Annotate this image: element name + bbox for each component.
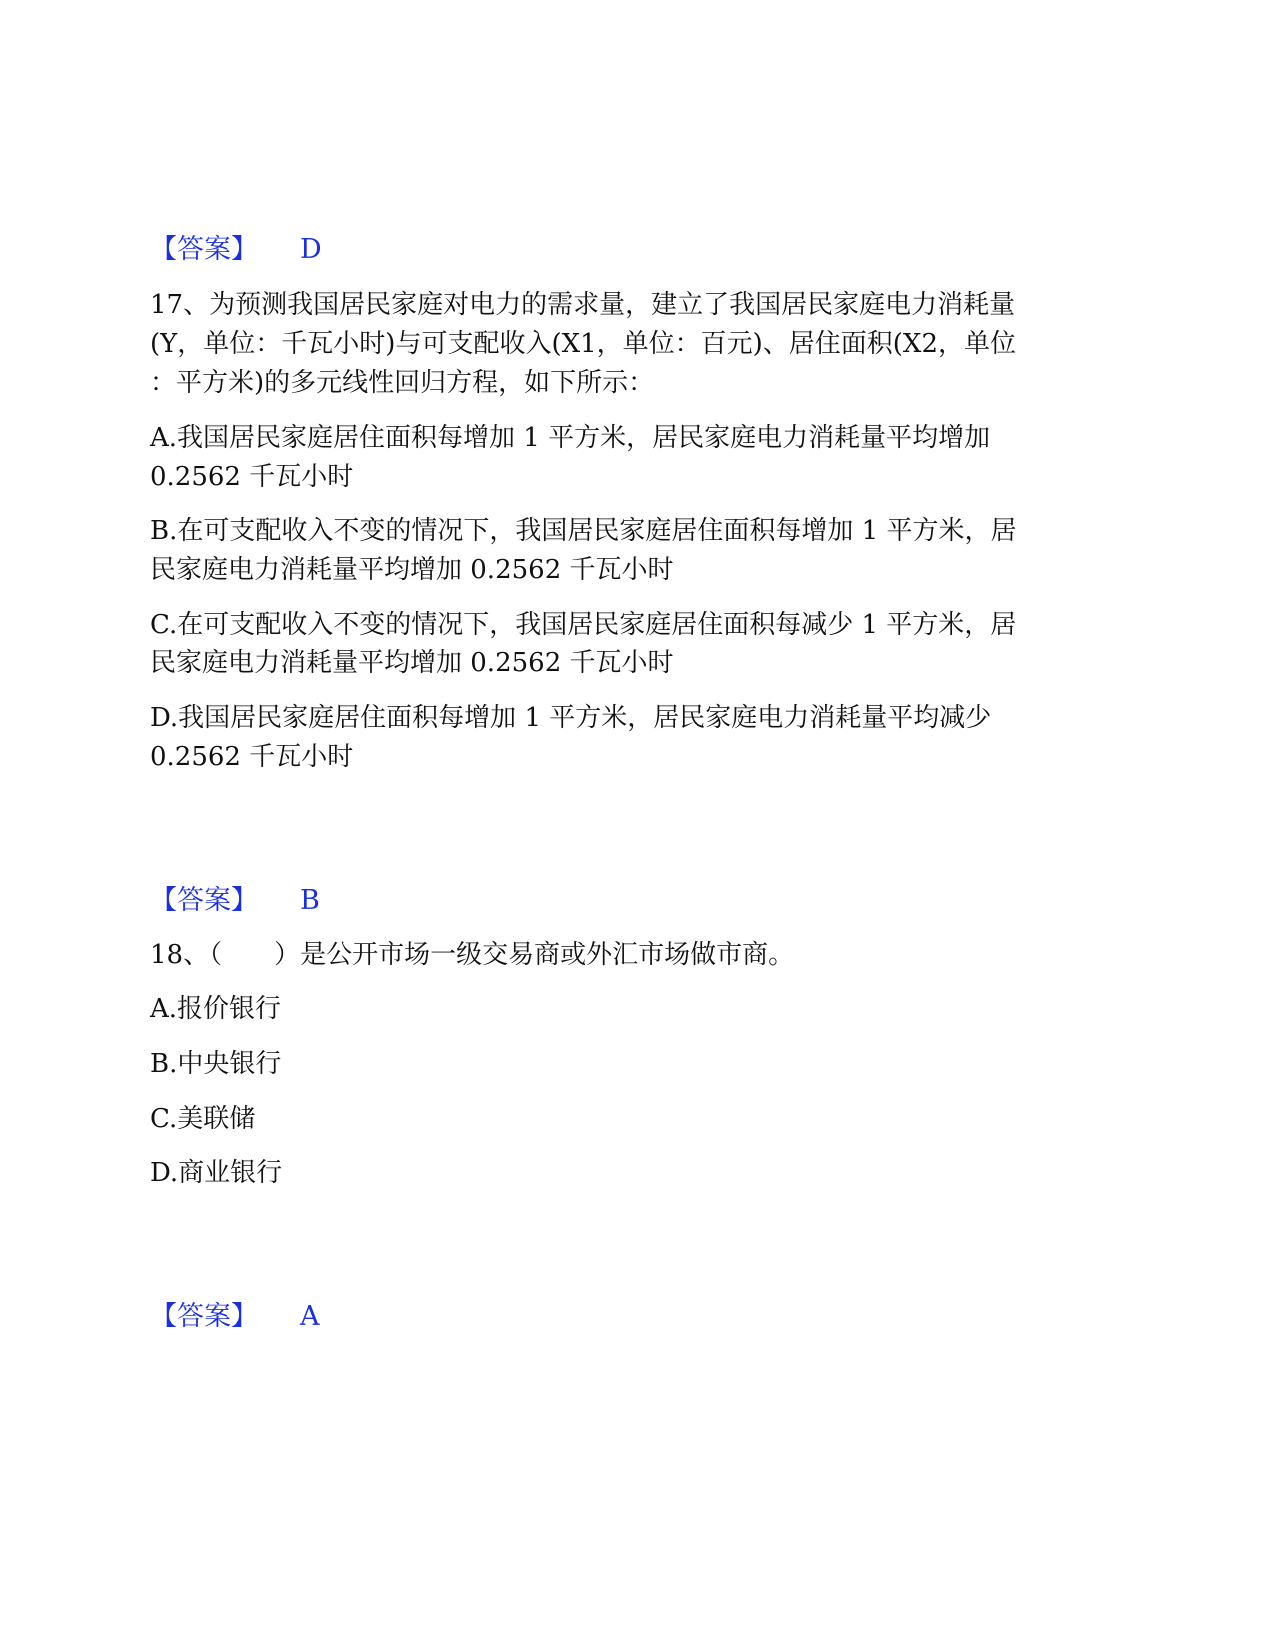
- question-18-stem: 18、（ ）是公开市场一级交易商或外汇市场做市商。: [150, 940, 795, 970]
- answer-line: [150, 1297, 320, 1337]
- question-18-option-c: C.美联储: [150, 1104, 256, 1134]
- answer-value: A: [300, 1301, 320, 1332]
- question-17-option-b-line-1: B.在可支配收入不变的情况下，我国居民家庭居住面积每增加 1 平方米，居: [150, 516, 1017, 546]
- answer-value: B: [300, 885, 320, 916]
- question-17-stem-line-1: 17、为预测我国居民家庭对电力的需求量，建立了我国居民家庭电力消耗量: [150, 290, 1016, 320]
- question-17-option-d-line-1: D.我国居民家庭居住面积每增加 1 平方米，居民家庭电力消耗量平均减少: [150, 703, 992, 733]
- question-18-option-d: D.商业银行: [150, 1158, 283, 1188]
- question-17-option-a-line-2: 0.2562 千瓦小时: [150, 462, 354, 492]
- answer-label: 【答案】: [150, 885, 258, 916]
- answer-label: 【答案】: [150, 1301, 258, 1332]
- answer-line: [150, 881, 320, 921]
- question-17-option-c-line-1: C.在可支配收入不变的情况下，我国居民家庭居住面积每减少 1 平方米，居: [150, 610, 1017, 640]
- question-17-option-d-line-2: 0.2562 千瓦小时: [150, 742, 354, 772]
- question-17-stem-line-3: ：平方米)的多元线性回归方程，如下所示：: [150, 368, 655, 398]
- question-17-stem-line-2: (Y，单位：千瓦小时)与可支配收入(X1，单位：百元)、居住面积(X2，单位: [150, 329, 1016, 359]
- question-17-option-a-line-1: A.我国居民家庭居住面积每增加 1 平方米，居民家庭电力消耗量平均增加: [150, 423, 991, 453]
- question-18-option-b: B.中央银行: [150, 1049, 282, 1079]
- answer-line: [150, 230, 322, 270]
- question-18-option-a: A.报价银行: [150, 994, 282, 1024]
- answer-value: D: [300, 234, 322, 265]
- question-17-option-b-line-2: 民家庭电力消耗量平均增加 0.2562 千瓦小时: [150, 555, 674, 585]
- question-17-option-c-line-2: 民家庭电力消耗量平均增加 0.2562 千瓦小时: [150, 648, 674, 678]
- answer-label: 【答案】: [150, 234, 258, 265]
